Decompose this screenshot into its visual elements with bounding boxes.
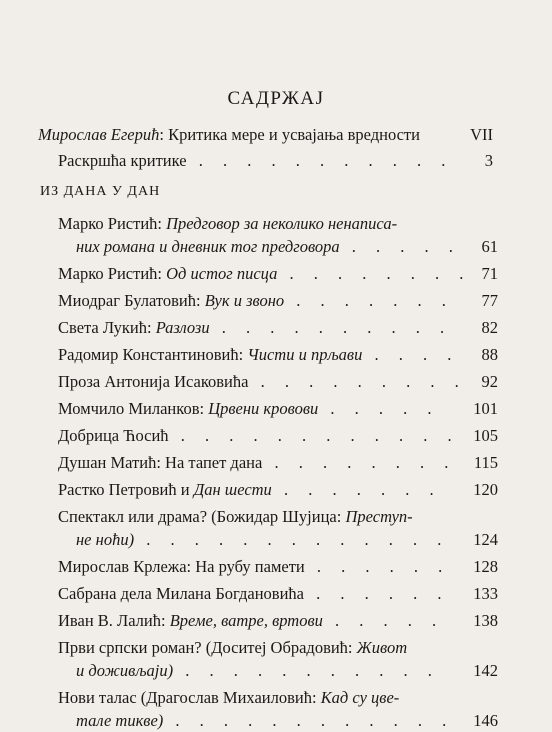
entry-page: 92 — [481, 372, 498, 391]
page-title: САДРЖАЈ — [227, 88, 325, 109]
entry-page: 120 — [473, 480, 498, 499]
toc-entry: Марко Ристић: Од истог писца . . . . . . . . 71 — [58, 264, 498, 283]
entry-work: Живот — [356, 638, 408, 657]
entry-page: 124 — [473, 530, 498, 549]
toc-entry-continuation: и доживљаји) . . . . . . . . . . . 142 — [76, 661, 498, 680]
toc-entry: Света Лукић: Разлози . . . . . . . . . . 82 — [58, 318, 498, 337]
entry-author: Света Лукић: — [58, 318, 156, 337]
entry-author: Марко Ристић: — [58, 214, 167, 233]
toc-entry — [58, 637, 498, 659]
entry-author: Миодраг Булатовић: — [58, 291, 205, 310]
toc-entry: Растко Петровић и Дан шести . . . . . . . 120 — [58, 480, 498, 499]
entry-author: Радомир Константиновић: — [58, 345, 248, 364]
toc-entry-continuation: них романа и дневник тог предговора . . . . . 61 — [76, 237, 498, 256]
entry-page: 138 — [473, 611, 498, 630]
toc-entry: Радомир Константиновић: Чисти и прљави . . . . 88 — [58, 345, 498, 364]
toc-entry: Мирослав Крлежа: На рубу памети . . . . . . 128 — [58, 557, 498, 576]
entry-work: Дан шести — [193, 480, 272, 499]
entry-page: 128 — [473, 557, 498, 576]
entry-work: Вук и звоно — [204, 291, 285, 310]
entry-author: Добрица Ћосић — [58, 426, 169, 445]
toc-entry-front: Мирослав Егерић: Критика мере и усвајања вредности VII — [38, 125, 493, 144]
entry-page: VII — [470, 125, 493, 144]
entry-work-continued: не ноћи) — [76, 530, 135, 549]
entry-work: Критика мере и усвајања вредности — [168, 125, 420, 144]
entry-author: Иван В. Лалић: — [58, 611, 170, 630]
toc-entry: Проза Антонија Исаковића . . . . . . . . . 92 — [58, 372, 498, 391]
entry-author: Нови талас (Драгослав Михаиловић: — [58, 688, 321, 707]
entry-work: Разлози — [155, 318, 210, 337]
entry-work: Чисти и прљави — [247, 345, 363, 364]
entry-title: Раскршћа критике — [58, 151, 187, 170]
toc-entry: Момчило Миланков: Црвени кровови . . . . . 101 — [58, 399, 498, 418]
entry-page: 133 — [473, 584, 498, 603]
entry-author: Проза Антонија Исаковића — [58, 372, 249, 391]
entry-author: Душан Матић: На тапет дана — [58, 453, 263, 472]
entry-work: Време, ватре, вртови — [169, 611, 323, 630]
entry-author: Мирослав Крлежа: На рубу памети — [58, 557, 305, 576]
entry-page: 115 — [473, 453, 498, 472]
entry-author: Растко Петровић и — [58, 480, 194, 499]
entry-author: Марко Ристић: — [58, 264, 167, 283]
entry-work: Кад су цве- — [320, 688, 400, 707]
entry-page: 61 — [481, 237, 498, 256]
toc-entry-front: Раскршћа критике . . . . . . . . . . . 3 — [58, 151, 493, 170]
entry-page: 101 — [473, 399, 498, 418]
toc-entry: Миодраг Булатовић: Вук и звоно . . . . . . . 77 — [58, 291, 498, 310]
section-heading: ИЗ ДАНА У ДАН — [40, 184, 161, 199]
toc-entry-continuation: тале тикве) . . . . . . . . . . . . 146 — [76, 711, 498, 730]
entry-author: Први српски роман? (Доситеј Обрадовић: — [58, 638, 357, 657]
entry-page: 3 — [484, 151, 493, 170]
entry-page: 142 — [473, 661, 498, 680]
entry-work: Предговор за неколико ненаписа- — [166, 214, 398, 233]
entry-author: Сабрана дела Милана Богдановића — [58, 584, 304, 603]
entry-page: 88 — [481, 345, 498, 364]
entry-work-continued: и доживљаји) — [76, 661, 174, 680]
toc-entry-continuation: не ноћи) . . . . . . . . . . . . . 124 — [76, 530, 498, 549]
entry-work-continued: тале тикве) — [76, 711, 164, 730]
entry-author: Мирослав Егерић — [38, 125, 160, 144]
entry-page: 71 — [481, 264, 498, 283]
entry-page: 77 — [481, 291, 498, 310]
entry-work-continued: них романа и дневник тог предговора — [76, 237, 340, 256]
entry-author: Спектакл или драма? (Божидар Шујица: — [58, 507, 346, 526]
toc-entry — [58, 213, 498, 235]
toc-entry: Сабрана дела Милана Богдановића . . . . . . 133 — [58, 584, 498, 603]
entry-work: Црвени кровови — [208, 399, 319, 418]
entry-work: Преступ- — [345, 507, 413, 526]
entry-page: 82 — [481, 318, 498, 337]
entry-page: 105 — [473, 426, 498, 445]
toc-entry: Добрица Ћосић . . . . . . . . . . . . 105 — [58, 426, 498, 445]
toc-entry — [58, 506, 498, 528]
toc-entry: Иван В. Лалић: Време, ватре, вртови . . . . . 138 — [58, 611, 498, 630]
entry-page: 146 — [473, 711, 498, 730]
toc-entry — [58, 687, 498, 709]
entry-author: Момчило Миланков: — [58, 399, 209, 418]
toc-entry: Душан Матић: На тапет дана . . . . . . . . 115 — [58, 453, 498, 472]
entry-work: Од истог писца — [166, 264, 278, 283]
